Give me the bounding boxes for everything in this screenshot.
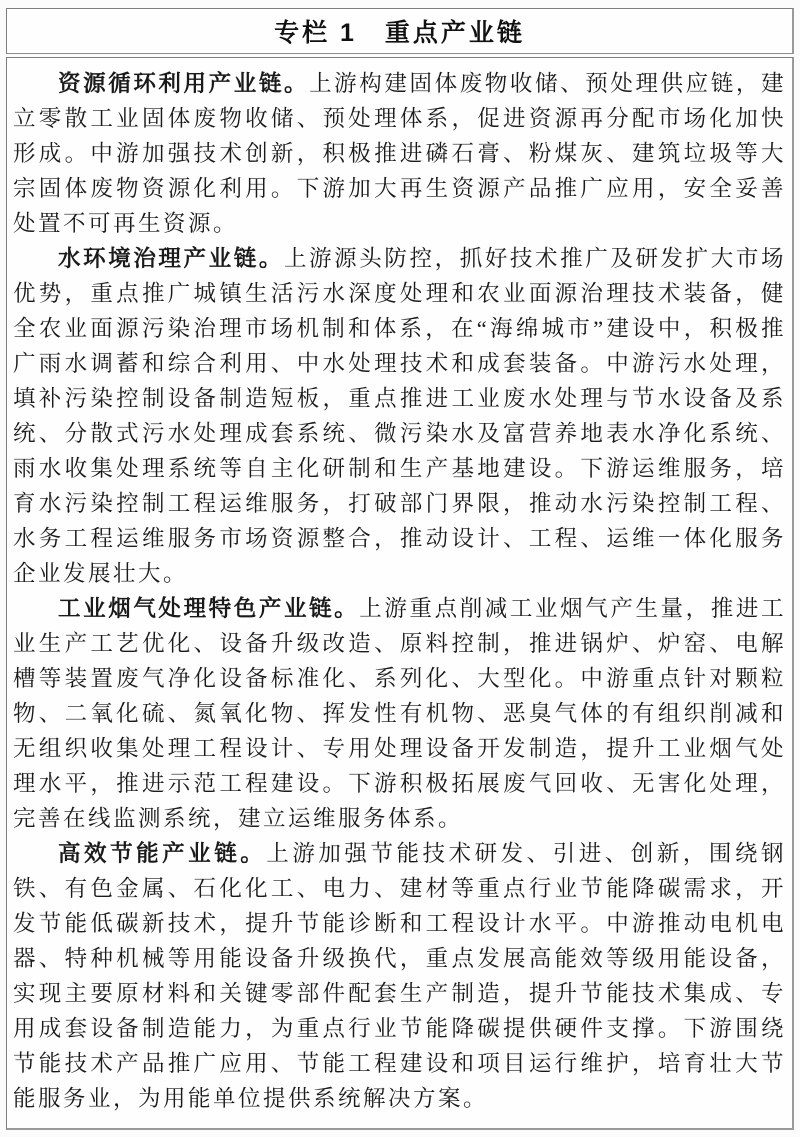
- paragraph-lead-energy-efficiency: 高效节能产业链。: [58, 841, 267, 866]
- panel-body-box: [6, 57, 794, 1130]
- paragraph-water-environment-chain: [13, 241, 786, 591]
- panel-title: 专栏 1 重点产业链: [274, 19, 525, 47]
- paragraph-text-water-environment: 上游源头防控，抓好技术推广及研发扩大市场优势，重点推广城镇生活污水深度处理和农业面源治理技术装备，健全农业面源污染治理市场机制和体系，在“海绵城市”建设中，积极推广雨水调蓄和综合利用、中水处理技术和成套装备。中游污水处理，填补污染控制设备制造短板，重点推进工业废水处理与节水设备及系统、分散式污水处理成套系统、微污染水及富营养地表水净化系统、雨水收集处理系统等自主化研制和生产基地建设。下游运维服务，培育水污染控制工程运维服务，打破部门界限，推动水污染控制工程、水务工程运维服务市场资源整合，推动设计、工程、运维一体化服务企业发展壮大。: [13, 246, 786, 586]
- paragraph-lead-resource-recycling: 资源循环利用产业链。: [58, 71, 310, 96]
- paragraph-text-energy-efficiency: 上游加强节能技术研发、引进、创新，围绕钢铁、有色金属、石化化工、电力、建材等重点行业节能降碳需求，开发节能低碳新技术，提升节能诊断和工程设计水平。中游推动电机电器、特种机械等用能设备升级换代，重点发展高能效等级用能设备，实现主要原材料和关键零部件配套生产制造，提升节能技术集成、专用成套设备制造能力，为重点行业节能降碳提供硬件支撑。下游围绕节能技术产品推广应用、节能工程建设和项目运行维护，培育壮大节能服务业，为用能单位提供系统解决方案。: [13, 841, 786, 1111]
- paragraph-text-industrial-flue-gas: 上游重点削减工业烟气产生量，推进工业生产工艺优化、设备升级改造、原料控制，推进锅炉、炉窑、电解槽等装置废气净化设备标准化、系列化、大型化。中游重点针对颗粒物、二氧化硫、氮氧化物、挥发性有机物、恶臭气体的有组织削减和无组织收集处理工程设计、专用处理设备开发制造，提升工业烟气处理水平，推进示范工程建设。下游积极拓展废气回收、无害化处理，完善在线监测系统，建立运维服务体系。: [13, 596, 786, 831]
- panel-title-box: [6, 8, 794, 54]
- paragraph-lead-water-environment: 水环境治理产业链。: [58, 246, 284, 271]
- paragraph-text-resource-recycling: 上游构建固体废物收储、预处理供应链，建立零散工业固体废物收储、预处理体系，促进资源再分配市场化加快形成。中游加强技术创新，积极推进磷石膏、粉煤灰、建筑垃圾等大宗固体废物资源化利用。下游加大再生资源产品推广应用，安全妥善处置不可再生资源。: [13, 71, 786, 236]
- paragraph-industrial-flue-gas-chain: [13, 591, 786, 836]
- paragraph-resource-recycling-chain: [13, 66, 786, 241]
- paragraph-lead-industrial-flue-gas: 工业烟气处理特色产业链。: [58, 596, 360, 621]
- paragraph-energy-efficiency-chain: [13, 836, 786, 1116]
